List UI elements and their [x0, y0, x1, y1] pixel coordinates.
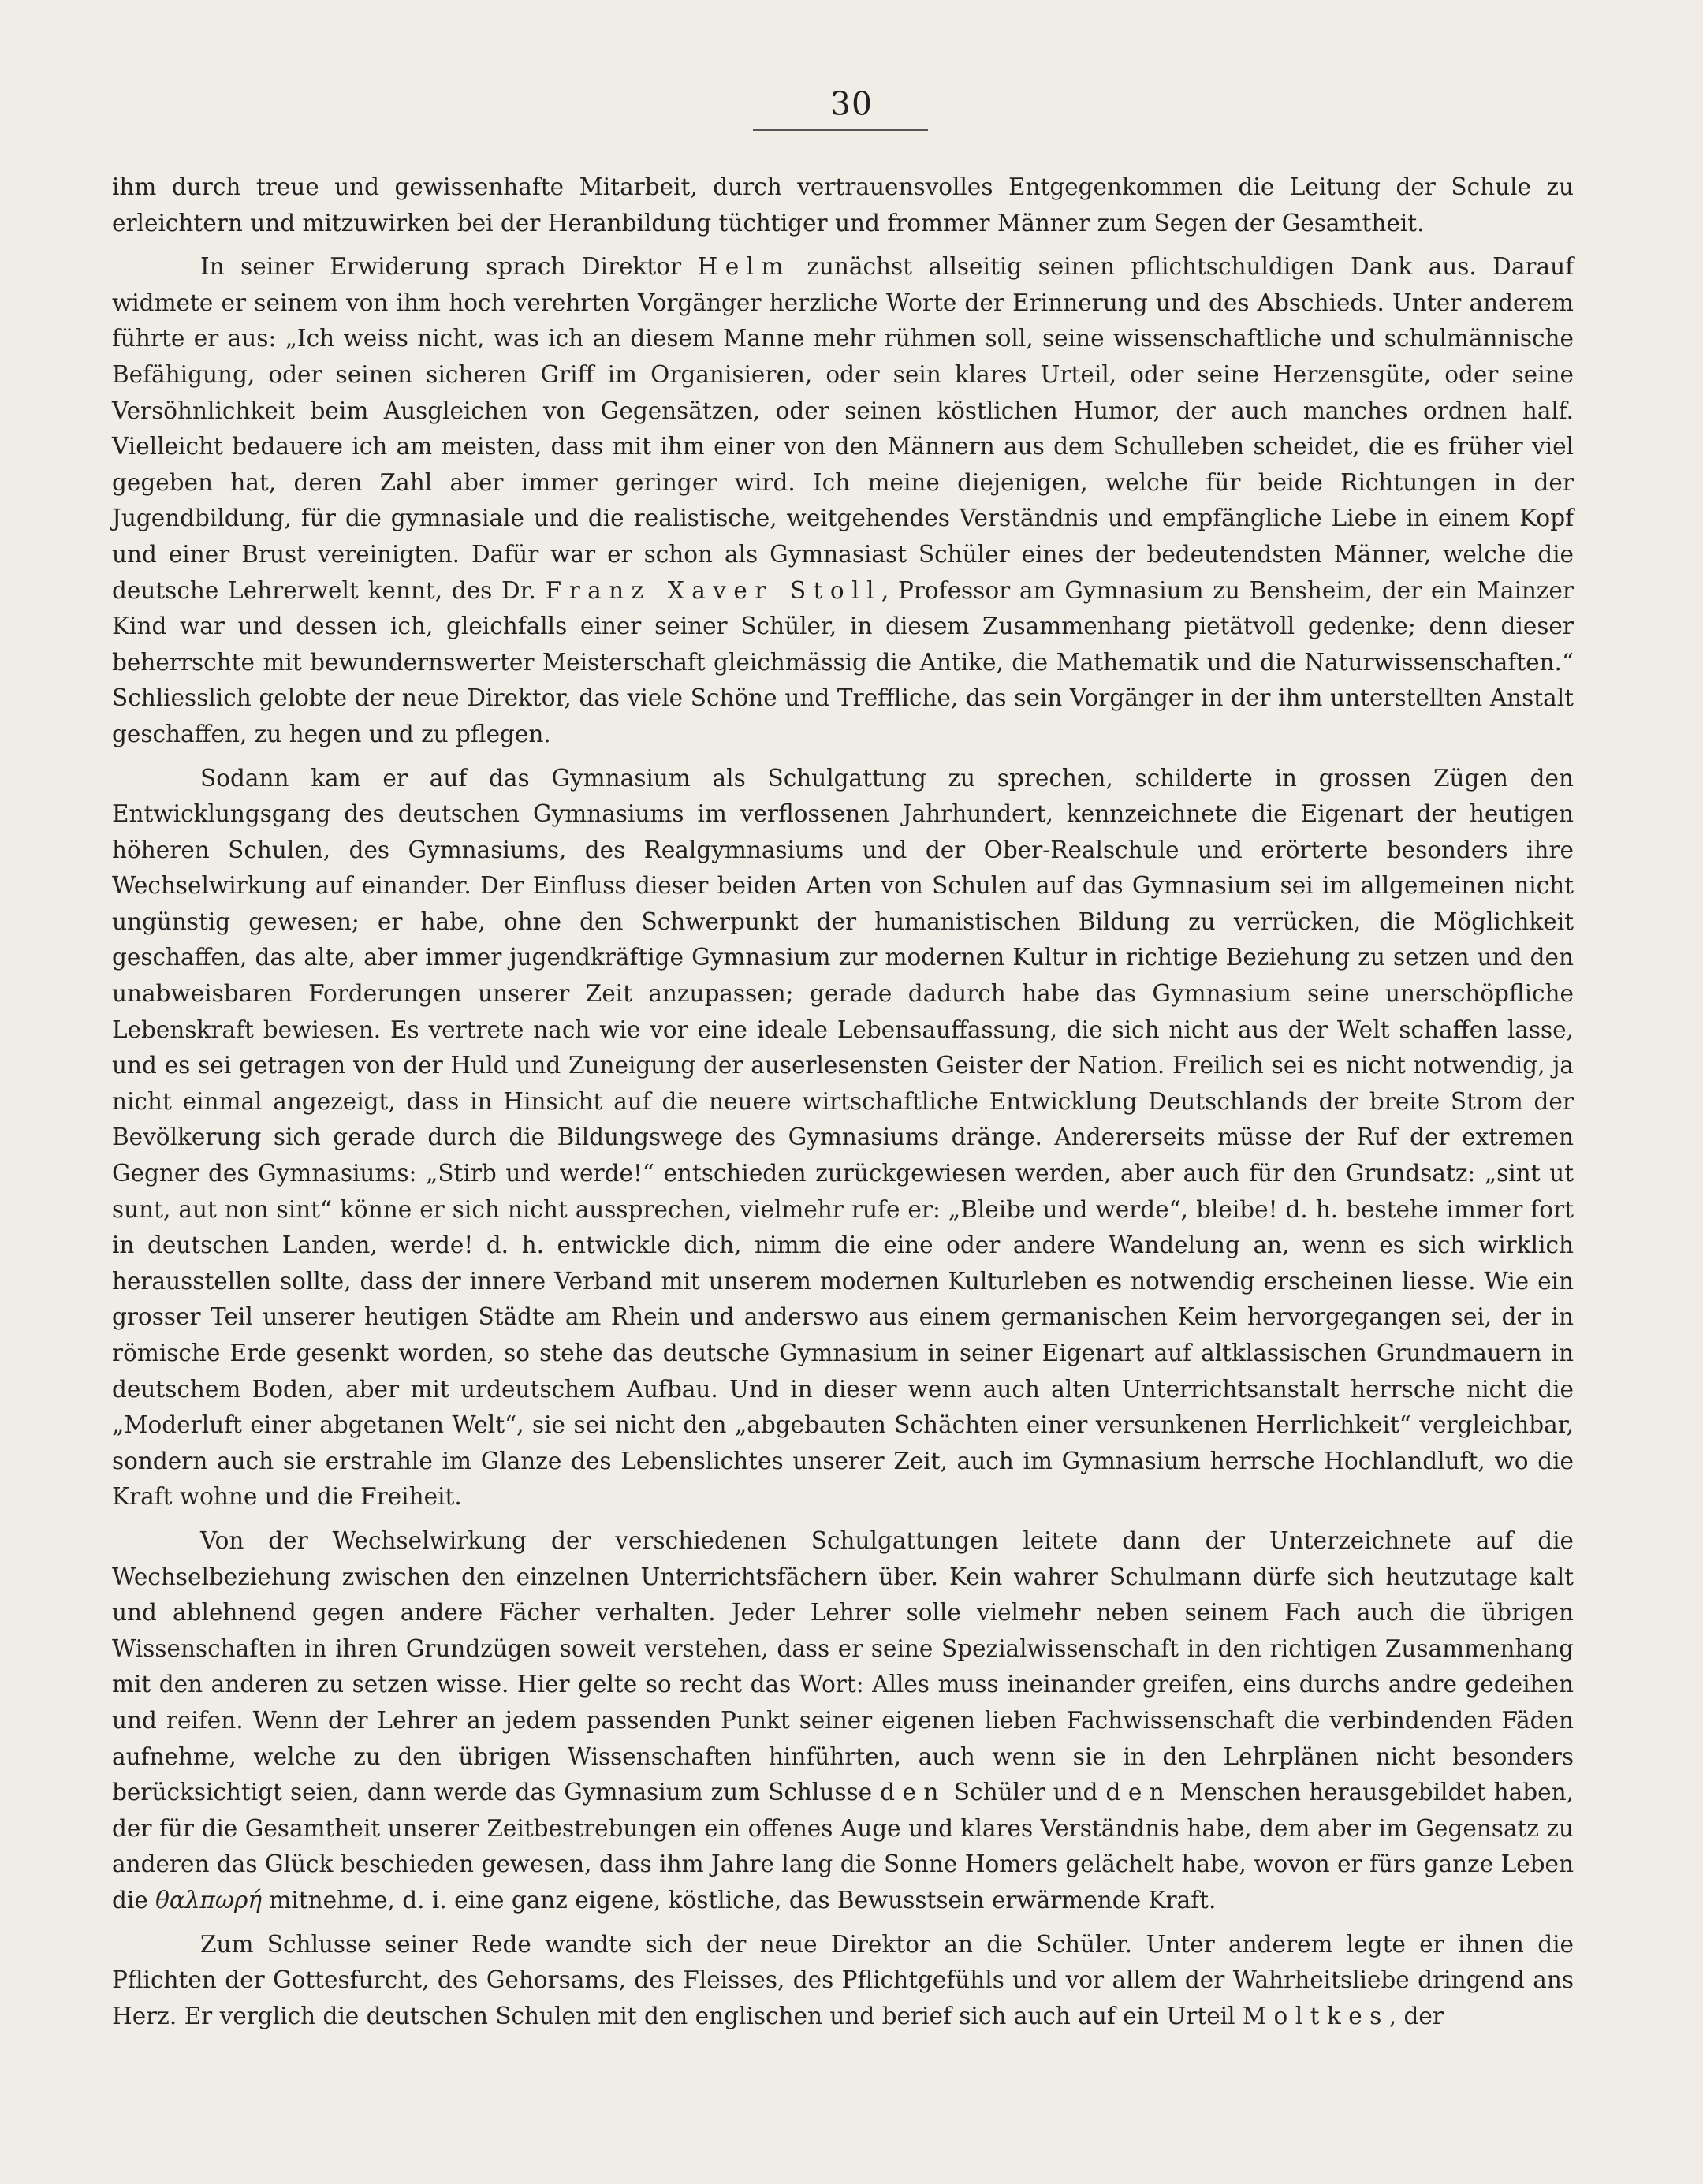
emphasized-name-helm: Helm — [697, 253, 791, 281]
text-run: Zum Schlusse seiner Rede wandte sich der neue Direktor an die Schüler. Unter anderem legte er ihnen die Pflichten der Gottesfurcht, des Gehorsams, des Fleisses, des Pflichtgefühls und vor allem der Wahrheitsliebe dringend ans Herz. Er verglich die deutschen Schulen mit den englischen und berief sich auch auf ein Urteil — [112, 1930, 1574, 2029]
paragraph-schluss — [112, 1927, 1574, 2035]
text-run: zunächst allseitig seinen pflichtschuldigen Dank aus. Darauf widmete er seinem von ihm hoch verehrten Vorgänger herzliche Worte der Erinnerung und des Abschieds. Unter anderem führte er aus: „Ich weiss nicht, was ich an diesem Manne mehr rühmen soll, seine wissenschaftliche und schulmännische Befähigung, oder seinen sicheren Griff im Organisieren, oder sein klares Urteil, oder seine Herzensgüte, oder seine Versöhnlichkeit beim Ausgleichen von Gegensätzen, oder seinen köstlichen Humor, der auch manches ordnen half. Vielleicht bedauere ich am meisten, dass mit ihm einer von den Männern aus dem Schulleben scheidet, die es früher viel gegeben hat, deren Zahl aber immer geringer wird. Ich meine diejenigen, welche für beide Richtungen in der Jugendbildung, für die gymnasiale und die realistische, weitgehendes Verständnis und empfängliche Liebe in einem Kopf und einer Brust vereinigten. Dafür war er schon als Gymnasiast Schüler eines der bedeutendsten Männer, welche die deutsche Lehrerwelt kennt, des Dr. — [112, 253, 1574, 604]
page-number: 30 — [829, 85, 874, 123]
text-run: mitnehme, d. i. eine ganz eigene, köstliche, das Bewusstsein erwärmende Kraft. — [262, 1886, 1217, 1914]
text-run: Sodann kam er auf das Gymnasium als Schulgattung zu sprechen, schilderte in grossen Zügen den Entwicklungsgang des deutschen Gymnasiums im verflossenen Jahrhundert, kennzeichnete die Eigenart der heutigen höheren Schulen, des Gymnasiums, des Realgymnasiums und der Ober-Realschule und erörterte besonders ihre Wechselwirkung auf einander. Der Einfluss dieser beiden Arten von Schulen auf das Gymnasium sei im allgemeinen nicht ungünstig gewesen; er habe, ohne den Schwerpunkt der humanistischen Bildung zu verrücken, die Möglichkeit geschaffen, das alte, aber immer jugendkräftige Gymnasium zur modernen Kultur in richtige Beziehung zu setzen und den unabweisbaren Forderungen unserer Zeit anzupassen; gerade dadurch habe das Gymnasium seine unerschöpfliche Lebenskraft bewiesen. Es vertrete nach wie vor eine ideale Lebensauffassung, die sich nicht aus der Welt schaffen lasse, und es sei getragen von der Huld und Zuneigung der auserlesensten Geister der Nation. Freilich sei es nicht notwendig, ja nicht einmal angezeigt, dass in Hinsicht auf die neuere wirtschaftliche Entwicklung Deutschlands der breite Strom der Bevölkerung sich gerade durch die Bildungswege des Gymnasiums dränge. Andererseits müsse der Ruf der extremen Gegner des Gymnasiums: „Stirb und werde!“ entschieden zurückgewiesen werden, aber auch für den Grundsatz: „sint ut sunt, aut non sint“ könne er sich nicht aussprechen, vielmehr rufe er: „Bleibe und werde“, bleibe! d. h. bestehe immer fort in deutschen Landen, werde! d. h. entwickle dich, nimm die eine oder andere Wandelung an, wenn es sich wirklich herausstellen sollte, dass der innere Verband mit unserem modernen Kulturleben es notwendig erscheinen liesse. Wie ein grosser Teil unserer heutigen Städte am Rhein und anderswo aus einem germanischen Keim hervorgegangen sei, der in römische Erde gesenkt worden, so stehe das deutsche Gymnasium in seiner Eigenart auf altklassischen Grundmauern in deutschem Boden, aber mit urdeutschem Aufbau. Und in dieser wenn auch alten Unterrichtsanstalt herrsche nicht die „Moderluft einer abgetanen Welt“, sie sei nicht den „abgebauten Schächten einer versunkenen Herrlichkeit“ vergleichbar, sondern auch sie erstrahle im Glanze des Lebenslichtes unserer Zeit, auch im Gymnasium herrsche Hochlandluft, wo die Kraft wohne und die Freiheit. — [112, 764, 1574, 1511]
paragraph-erwiderung — [112, 249, 1574, 752]
text-run: Schüler und — [945, 1779, 1106, 1806]
text-run: In seiner Erwiderung sprach Direktor — [200, 253, 698, 281]
emphasized-name-moltke: Moltkes — [1242, 2002, 1389, 2029]
emphasized-word: den — [1105, 1779, 1172, 1806]
emphasized-word: den — [880, 1779, 946, 1806]
paragraph-wechselwirkung — [112, 1523, 1574, 1919]
text-run: Menschen herausgebildet haben, der für die Gesamtheit unserer Zeitbestrebungen ein offenes Auge und klares Verständnis habe, dem aber im Gegensatz zu anderen das Glück beschieden gewesen, dass ihm Jahre lang die Sonne Homers gelächelt habe, wovon er fürs ganze Leben die — [112, 1779, 1574, 1914]
paragraph-continuation — [112, 170, 1574, 241]
greek-word: θαλπωρή — [155, 1886, 262, 1914]
emphasized-name-stoll: Franz Xaver Stoll — [545, 576, 881, 604]
paragraph-gymnasium — [112, 761, 1574, 1515]
text-run: , Professor am Gymnasium zu Bensheim, der ein Mainzer Kind war und dessen ich, gleichfalls einer seiner Schüler, in diesem Zusammenhang pietätvoll gedenke; denn dieser beherrschte mit bewundernswerter Meisterschaft gleichmässig die Antike, die Mathematik und die Naturwissenschaften.“ Schliesslich gelobte der neue Direktor, das viele Schöne und Treffliche, das sein Vorgänger in der ihm unterstellten Anstalt geschaffen, zu hegen und zu pflegen. — [112, 576, 1574, 747]
text-body — [112, 170, 1574, 2042]
text-run: ihm durch treue und gewissenhafte Mitarbeit, durch vertrauensvolles Entgegenkommen die Leitung der Schule zu erleichtern und mitzuwirken bei der Heranbildung tüchtiger und frommer Männer zum Segen der Gesamtheit. — [112, 173, 1574, 237]
header-rule — [753, 129, 928, 131]
text-run: Von der Wechselwirkung der verschiedenen Schulgattungen leitete dann der Unterzeichnete auf die Wechselbeziehung zwischen den einzelnen Unterrichtsfächern über. Kein wahrer Schulmann dürfe sich heutzutage kalt und ablehnend gegen andere Fächer verhalten. Jeder Lehrer solle vielmehr neben seinem Fach auch die übrigen Wissenschaften in ihren Grundzügen soweit verstehen, dass er seine Spezialwissenschaft in den richtigen Zusammenhang mit den anderen zu setzen wisse. Hier gelte so recht das Wort: Alles muss ineinander greifen, eins durchs andre gedeihen und reifen. Wenn der Lehrer an jedem passenden Punkt seiner eigenen lieben Fachwissenschaft die verbindenden Fäden aufnehme, welche zu den übrigen Wissenschaften hinführten, auch wenn sie in den Lehrplänen nicht besonders berücksichtigt seien, dann werde das Gymnasium zum Schlusse — [112, 1526, 1574, 1806]
text-run: , der — [1388, 2002, 1444, 2029]
